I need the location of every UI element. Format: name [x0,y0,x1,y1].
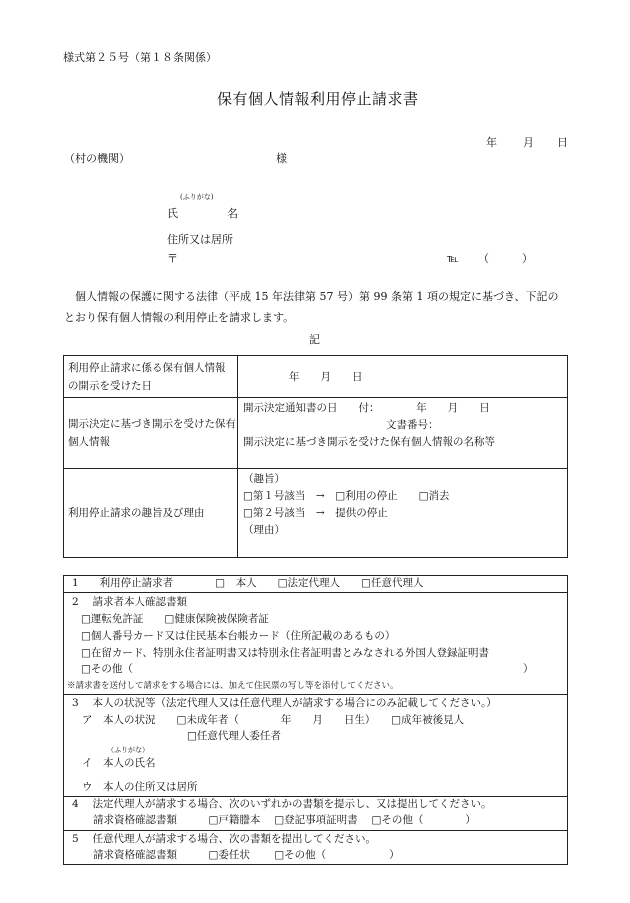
intro-paragraph: 個人情報の保護に関する法律（平成 15 年法律第 57 号）第 99 条第 1 項の規定に基づき、下記のとおり保有個人情報の利用停止を請求します。 [64,290,559,324]
voluntary-agent-heading: 5 任意代理人が請求する場合、次の書類を提出してください。 [72,833,377,845]
date-month: 月 [523,136,534,149]
purpose-option-2[interactable]: □第２号該当 → 提供の停止 [243,507,388,519]
telephone-icon: ℡ [447,252,459,265]
disclosure-date-value: 年 月 日 [289,371,363,383]
page-title: 保有個人情報利用停止請求書 [217,90,419,108]
postal-icon: 〒 [167,252,178,265]
address-label: 住所又は居所 [167,233,233,246]
requester-type-row[interactable]: 1 利用停止請求者 □ 本人 □法定代理人 □任意代理人 [72,577,424,589]
legal-agent-heading: 4 法定代理人が請求する場合、次のいずれかの書類を提示し、又は提出してください。 [72,798,492,810]
addressee-org: （村の機関） [64,152,130,165]
telephone-area-code: （ ） [478,252,533,265]
id-option-residence-card[interactable]: □在留カード、特別永住者証明書又は特別永住者証明書とみなされる外国人登録証明書 [81,647,489,659]
id-option-mynumber[interactable]: □個人番号カード又は住民基本台帳カード（住所記載のあるもの） [81,630,396,642]
table2-rule-2 [63,694,568,695]
name-label-second: 名 [227,207,238,220]
table1-divider [237,355,238,558]
addressee-honorific: 様 [276,152,287,165]
name-label-first: 氏 [167,207,178,220]
principal-status-heading: 3 本人の状況等（法定代理人又は任意代理人が請求する場合にのみ記載してください。） [72,697,497,709]
date-year: 年 [486,136,497,149]
notice-date-line: 開示決定通知書の日 付： 年 月 日 [243,402,490,414]
id-documents-heading: 2 請求者本人確認書類 [72,596,188,608]
table2-rule-1 [63,592,568,593]
table1-rule-2 [63,468,568,469]
table1-rule-1 [63,397,568,398]
table2-rule-3 [63,796,568,797]
furigana-label: (ふりがな) [180,193,214,201]
id-documents-note: ※請求書を送付して請求をする場合には、加えて住民票の写し等を添付してください。 [67,681,399,691]
legal-agent-documents[interactable]: 請求資格確認書類 □戸籍謄本 □登記事項証明書 □その他（ ） [93,814,476,826]
principal-status-delegator[interactable]: □任意代理人委任者 [187,730,281,742]
form-reference: 様式第２５号（第１８条関係） [63,51,217,64]
suspension-purpose-label: 利用停止請求の趣旨及び理由 [68,507,205,519]
id-option-license[interactable]: □運転免許証 □健康保険被保険者証 [81,613,269,625]
table2-rule-4 [63,830,568,831]
principal-status-row[interactable]: ア 本人の状況 □未成年者（ 年 月 日生） □成年被後見人 [82,714,465,726]
disclosure-date-label: 利用停止請求に係る保有個人情報の開示を受けた日 [68,362,226,392]
info-name-line: 開示決定に基づき開示を受けた保有個人情報の名称等 [243,436,495,448]
purpose-option-1[interactable]: □第１号該当 → □利用の停止 □消去 [243,490,450,502]
purpose-heading: （趣旨） [243,473,285,485]
document-number-line: 文書番号： [386,419,439,431]
disclosed-info-label: 開示決定に基づき開示を受けた保有個人情報 [68,418,236,448]
id-option-other[interactable]: □その他（ [81,663,133,675]
ki-heading: 記 [309,333,320,346]
voluntary-agent-documents[interactable]: 請求資格確認書類 □委任状 □その他（ ） [93,849,400,861]
date-day: 日 [557,136,568,149]
principal-name-furigana: （ふりがな） [107,746,149,754]
principal-address-label: ウ 本人の住所又は居所 [82,781,198,793]
principal-name-label: イ 本人の氏名 [82,757,156,769]
reason-heading: （理由） [243,524,285,536]
id-option-other-close: ） [523,663,534,675]
